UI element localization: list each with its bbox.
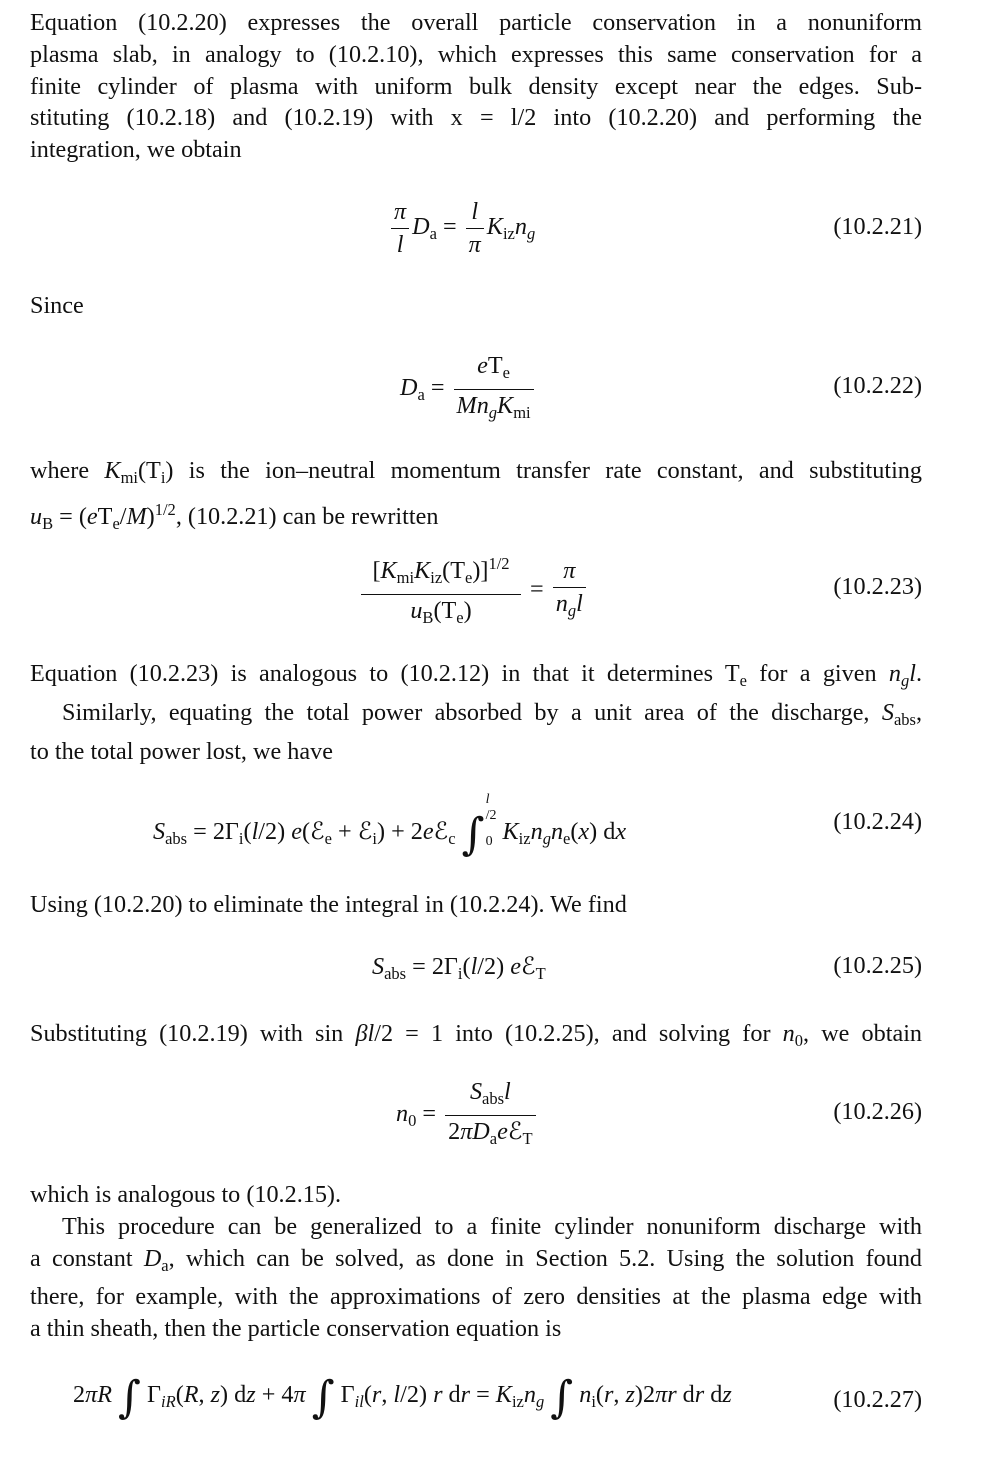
integral-sign: ∫ [550, 1372, 574, 1423]
equation-body: $\frac{[K_{mi}K_{iz}(T_e)]^{1/2}}{u_B(T_e)}$ = $\frac{\pi}{n_gl}$ [358, 550, 589, 632]
text-line: This procedure can be generalized to a finite cylinder nonuniform discharge with [62, 1212, 922, 1240]
text-line: a thin sheath, then the particle conservation equation is [30, 1315, 562, 1343]
text-line: integration, we obtain [30, 136, 242, 164]
text-line: which is analogous to (10.2.15). [30, 1181, 342, 1208]
equation-10-2-23 [0, 550, 1000, 627]
text-line: Substituting (10.2.19) with sin βl/2 = 1 into (10.2.25), and solving for $n_0$, we obtain [30, 1020, 923, 1050]
integral-sign: ∫ [311, 1372, 335, 1423]
text-line: Using (10.2.20) to eliminate the integral in (10.2.24). We find [30, 891, 627, 918]
text-line: finite cylinder of plasma with uniform bulk density except near the edges. Sub- [30, 72, 922, 100]
equation-number: (10.2.23) [833, 573, 922, 600]
equation-10-2-22 [0, 352, 1000, 422]
equation-number: (10.2.27) [833, 1386, 922, 1413]
equation-body: $n_0$ = $\frac{S_{abs}l}{2\pi D_aeℰ_T}$ [396, 1078, 539, 1153]
text-line: where $K_{mi}(T_i)$ is the ion–neutral momentum transfer rate constant, and substituting [30, 457, 922, 487]
paragraph-where [30, 455, 922, 540]
paragraph-using [30, 889, 922, 921]
equation-10-2-24 [0, 788, 1000, 858]
text-line: there, for example, with the approximations of zero densities at the plasma edge with [30, 1283, 922, 1311]
paragraph-substituting [30, 1018, 922, 1057]
equation-body: 2πR ∫ $\Gamma_{iR}(R$, z) dz + 4π ∫ $\Gamma_{il}(r$, l/2) r dr = $K_{iz}n_g$ ∫ $n_i(r$, z)2πr dr dz [73, 1372, 732, 1423]
paragraph-intro [30, 7, 922, 166]
equation-number: (10.2.24) [833, 808, 922, 835]
equation-number: (10.2.21) [833, 213, 922, 240]
equation-10-2-27 [0, 1372, 1000, 1432]
paragraph-analogous [30, 658, 922, 767]
text-line: a constant $D_a$, which can be solved, as done in Section 5.2. Using the solution found [30, 1244, 922, 1275]
text-line: to the total power lost, we have [30, 737, 333, 765]
text-line: Equation (10.2.23) is analogous to (10.2.12) in that it determines $T_e$ for a given $n_gl$. [30, 660, 922, 690]
equation-10-2-21 [0, 198, 1000, 258]
text-line: plasma slab, in analogy to (10.2.10), which expresses this same conservation for a [30, 40, 922, 68]
text-line: Since [30, 292, 84, 319]
equation-body: $S_{abs} = 2\Gamma_i(l/2)$ eℰ$_T$ [372, 953, 546, 983]
equation-number: (10.2.26) [833, 1098, 922, 1125]
equation-number: (10.2.22) [833, 372, 922, 399]
text-line: stituting (10.2.18) and (10.2.19) with x = l/2 into (10.2.20) and performing the [30, 104, 922, 132]
equation-number: (10.2.25) [833, 952, 922, 979]
integral-sign: ∫ [461, 809, 485, 860]
equation-body: $D_a$ = $\frac{eT_e}{Mn_gK_{mi}}$ [400, 352, 537, 427]
equation-body: $\frac{\pi}{l}$ $D_a$ = $\frac{l}{\pi}$ $K_{iz}n_g$ [388, 198, 535, 259]
equation-10-2-26 [0, 1078, 1000, 1150]
text-line: Equation (10.2.20) expresses the overall particle conservation in a nonuniform [30, 9, 922, 36]
paragraph-generalized [30, 1179, 922, 1345]
integral-sign: ∫ [118, 1372, 141, 1423]
equation-body: $S_{abs} = 2\Gamma_i(l/2)$ e(ℰ$_e$ + ℰ$_i$) + 2eℰ$_c$ ∫ l /2 0 $K_{iz}n_gn_e(x)$ dx [153, 792, 627, 860]
text-line: $u_B = (eT_e/M)^{1/2}$, (10.2.21) can be rewritten [30, 499, 439, 533]
text-line: Similarly, equating the total power absorbed by a unit area of the discharge, $S_{abs}$, [62, 698, 922, 729]
paragraph-since [30, 290, 922, 322]
equation-10-2-25 [0, 950, 1000, 990]
